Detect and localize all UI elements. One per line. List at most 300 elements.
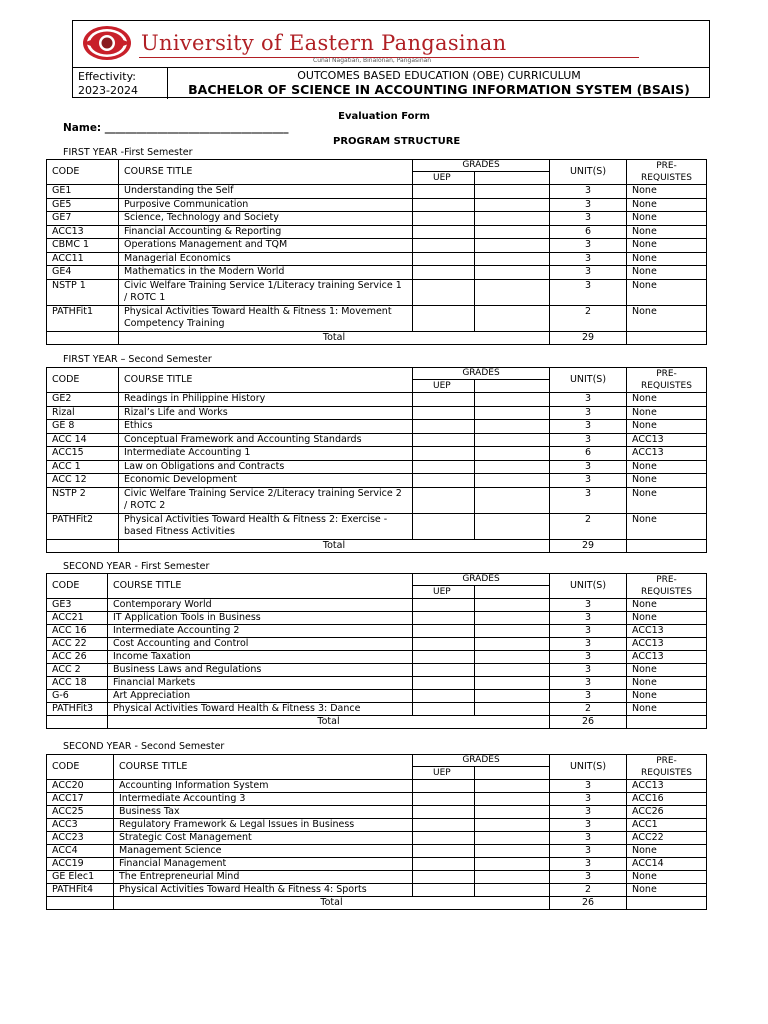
course-prerequisite: ACC13 [627, 651, 707, 664]
grade-cell[interactable] [475, 420, 550, 434]
grade-cell[interactable] [475, 433, 550, 447]
course-title: Civic Welfare Training Service 1/Literacy training Service 1 / ROTC 1 [119, 279, 413, 305]
grade-uep-cell[interactable] [413, 239, 475, 253]
course-code: ACC17 [47, 793, 114, 806]
grade-uep-cell[interactable] [413, 599, 475, 612]
grade-cell[interactable] [475, 599, 550, 612]
grade-uep-cell[interactable] [413, 225, 475, 239]
total-row [47, 331, 707, 344]
course-prerequisite: None [627, 212, 707, 226]
grade-uep-cell[interactable] [413, 793, 475, 806]
table-row [47, 239, 707, 253]
semester-title: SECOND YEAR - First Semester [63, 561, 210, 572]
course-prerequisite: None [627, 225, 707, 239]
col-title-header: COURSE TITLE [108, 574, 413, 599]
grade-cell[interactable] [475, 305, 550, 331]
course-units: 3 [550, 612, 627, 625]
grade-uep-cell[interactable] [413, 690, 475, 703]
course-table [46, 754, 707, 910]
course-title: Rizal’s Life and Works [119, 406, 413, 420]
course-code: G-6 [47, 690, 108, 703]
course-code: GE2 [47, 393, 119, 407]
course-code: ACC 14 [47, 433, 119, 447]
total-units: 26 [550, 716, 627, 729]
course-prerequisite: None [627, 305, 707, 331]
course-code: GE Elec1 [47, 871, 114, 884]
course-title: Art Appreciation [108, 690, 413, 703]
col-prereq-header [627, 755, 707, 780]
grade-cell[interactable] [475, 393, 550, 407]
col-title-header: COURSE TITLE [114, 755, 413, 780]
course-code: ACC21 [47, 612, 108, 625]
course-units: 3 [550, 845, 627, 858]
course-code: ACC 22 [47, 638, 108, 651]
course-prerequisite: None [627, 884, 707, 897]
course-title: Physical Activities Toward Health & Fitness 1: Movement Competency Training [119, 305, 413, 331]
course-units: 3 [550, 198, 627, 212]
grade-uep-cell[interactable] [413, 677, 475, 690]
course-code: ACC 26 [47, 651, 108, 664]
total-label: Total [108, 716, 550, 729]
grade-cell[interactable] [475, 239, 550, 253]
course-code: PATHFit4 [47, 884, 114, 897]
course-prerequisite: None [627, 266, 707, 280]
course-title: Income Taxation [108, 651, 413, 664]
grade-uep-cell[interactable] [413, 266, 475, 280]
course-code: ACC15 [47, 447, 119, 461]
col-prereq-line1: PRE- [656, 161, 677, 171]
course-title: The Entrepreneurial Mind [114, 871, 413, 884]
col-units-header: UNIT(S) [550, 160, 627, 185]
course-prerequisite: ACC22 [627, 832, 707, 845]
grade-uep-cell[interactable] [413, 185, 475, 199]
grade-uep-cell[interactable] [413, 806, 475, 819]
course-prerequisite: None [627, 487, 707, 513]
course-units: 3 [550, 832, 627, 845]
course-title: Purposive Communication [119, 198, 413, 212]
grade-cell[interactable] [475, 225, 550, 239]
course-units: 3 [550, 793, 627, 806]
col-prereq-header [627, 368, 707, 393]
course-prerequisite: None [627, 612, 707, 625]
grade-uep-cell[interactable] [413, 198, 475, 212]
course-prerequisite: ACC14 [627, 858, 707, 871]
col-prereq-header [627, 574, 707, 599]
grade-uep-cell[interactable] [413, 884, 475, 897]
total-label: Total [119, 539, 550, 552]
grade-uep-cell[interactable] [413, 433, 475, 447]
course-units: 3 [550, 858, 627, 871]
course-code: NSTP 1 [47, 279, 119, 305]
grade-cell[interactable] [475, 252, 550, 266]
grade-cell[interactable] [475, 651, 550, 664]
grade-cell[interactable] [475, 871, 550, 884]
total-empty-cell [47, 716, 108, 729]
col-code-header: CODE [47, 755, 114, 780]
course-code: CBMC 1 [47, 239, 119, 253]
total-units: 29 [550, 331, 627, 344]
grade-uep-cell[interactable] [413, 487, 475, 513]
grade-empty-header [475, 767, 550, 780]
grade-uep-cell[interactable] [413, 819, 475, 832]
effectivity-label: Effectivity: [78, 70, 137, 83]
col-grades-header: GRADES [413, 755, 550, 767]
course-units: 3 [550, 625, 627, 638]
grade-uep-cell[interactable] [413, 871, 475, 884]
course-units: 2 [550, 703, 627, 716]
course-code: GE 8 [47, 420, 119, 434]
grade-empty-header [475, 586, 550, 599]
total-label: Total [119, 331, 550, 344]
course-title: IT Application Tools in Business [108, 612, 413, 625]
table-row [47, 212, 707, 226]
table-row [47, 819, 707, 832]
course-units: 3 [550, 677, 627, 690]
course-table [46, 573, 707, 729]
course-prerequisite: None [627, 252, 707, 266]
table-row [47, 460, 707, 474]
grade-cell[interactable] [475, 703, 550, 716]
col-uep-header: UEP [413, 586, 475, 599]
col-prereq-line1: PRE- [656, 369, 677, 379]
col-uep-header: UEP [413, 380, 475, 393]
col-uep-header: UEP [413, 172, 475, 185]
document-header [72, 20, 710, 98]
course-code: ACC23 [47, 832, 114, 845]
grade-uep-cell[interactable] [413, 420, 475, 434]
grade-cell[interactable] [475, 447, 550, 461]
semester-title: SECOND YEAR - Second Semester [63, 741, 225, 752]
course-units: 3 [550, 460, 627, 474]
course-prerequisite: ACC13 [627, 780, 707, 793]
course-code: ACC11 [47, 252, 119, 266]
grade-uep-cell[interactable] [413, 845, 475, 858]
grade-cell[interactable] [475, 487, 550, 513]
grade-cell[interactable] [475, 185, 550, 199]
course-prerequisite: ACC13 [627, 447, 707, 461]
col-prereq-line2: REQUISTES [641, 768, 692, 778]
course-code: ACC13 [47, 225, 119, 239]
grade-cell[interactable] [475, 677, 550, 690]
course-units: 3 [550, 185, 627, 199]
grade-uep-cell[interactable] [413, 406, 475, 420]
table-row [47, 198, 707, 212]
table-row [47, 612, 707, 625]
course-code: ACC4 [47, 845, 114, 858]
total-row [47, 897, 707, 910]
grade-cell[interactable] [475, 612, 550, 625]
course-units: 2 [550, 305, 627, 331]
col-code-header: CODE [47, 368, 119, 393]
course-title: Management Science [114, 845, 413, 858]
table-row [47, 858, 707, 871]
course-title: Understanding the Self [119, 185, 413, 199]
col-units-header: UNIT(S) [550, 755, 627, 780]
course-title: Readings in Philippine History [119, 393, 413, 407]
total-units: 26 [550, 897, 627, 910]
course-title: Intermediate Accounting 3 [114, 793, 413, 806]
curriculum-title: OUTCOMES BASED EDUCATION (OBE) CURRICULUM [297, 69, 581, 82]
table-row [47, 513, 707, 539]
course-code: GE3 [47, 599, 108, 612]
grade-uep-cell[interactable] [413, 252, 475, 266]
table-row [47, 266, 707, 280]
course-units: 3 [550, 252, 627, 266]
course-code: NSTP 2 [47, 487, 119, 513]
course-prerequisite: None [627, 677, 707, 690]
course-units: 3 [550, 651, 627, 664]
grade-uep-cell[interactable] [413, 279, 475, 305]
course-prerequisite: None [627, 474, 707, 488]
course-code: ACC 1 [47, 460, 119, 474]
course-prerequisite: None [627, 664, 707, 677]
table-row [47, 871, 707, 884]
grade-uep-cell[interactable] [413, 638, 475, 651]
header-info-row [73, 67, 709, 99]
course-units: 3 [550, 212, 627, 226]
table-row [47, 625, 707, 638]
col-grades-header: GRADES [413, 160, 550, 172]
course-code: ACC 16 [47, 625, 108, 638]
course-units: 3 [550, 806, 627, 819]
course-units: 3 [550, 266, 627, 280]
semester-title: FIRST YEAR – Second Semester [63, 354, 212, 365]
effectivity-year: 2023-2024 [78, 84, 138, 97]
grade-uep-cell[interactable] [413, 651, 475, 664]
course-prerequisite: None [627, 420, 707, 434]
grade-uep-cell[interactable] [413, 703, 475, 716]
course-units: 3 [550, 279, 627, 305]
grade-cell[interactable] [475, 819, 550, 832]
course-code: ACC 2 [47, 664, 108, 677]
course-prerequisite: None [627, 599, 707, 612]
col-grades-header: GRADES [413, 574, 550, 586]
course-units: 3 [550, 474, 627, 488]
university-seal-icon [81, 23, 133, 63]
course-units: 3 [550, 406, 627, 420]
col-prereq-line2: REQUISTES [641, 587, 692, 597]
table-row [47, 806, 707, 819]
course-title: Ethics [119, 420, 413, 434]
course-units: 2 [550, 884, 627, 897]
table-row [47, 832, 707, 845]
course-prerequisite: None [627, 393, 707, 407]
table-row [47, 690, 707, 703]
grade-empty-header [475, 380, 550, 393]
course-code: Rizal [47, 406, 119, 420]
total-prereq-empty [627, 716, 707, 729]
col-uep-header: UEP [413, 767, 475, 780]
course-prerequisite: None [627, 279, 707, 305]
university-address: Cuñal Nagatian, Binalonan, Pangasinan [313, 57, 432, 64]
course-prerequisite: None [627, 690, 707, 703]
total-prereq-empty [627, 897, 707, 910]
grade-uep-cell[interactable] [413, 832, 475, 845]
program-structure-label: PROGRAM STRUCTURE [333, 136, 461, 147]
col-prereq-line2: REQUISTES [641, 381, 692, 391]
grade-cell[interactable] [475, 664, 550, 677]
course-prerequisite: ACC1 [627, 819, 707, 832]
course-units: 3 [550, 393, 627, 407]
course-code: GE5 [47, 198, 119, 212]
table-row [47, 393, 707, 407]
course-code: GE4 [47, 266, 119, 280]
total-label: Total [114, 897, 550, 910]
grade-cell[interactable] [475, 198, 550, 212]
course-units: 6 [550, 447, 627, 461]
course-code: PATHFit2 [47, 513, 119, 539]
course-title: Regulatory Framework & Legal Issues in Business [114, 819, 413, 832]
grade-uep-cell[interactable] [413, 212, 475, 226]
course-table [46, 367, 707, 553]
course-units: 3 [550, 690, 627, 703]
course-title: Financial Accounting & Reporting [119, 225, 413, 239]
course-title: Conceptual Framework and Accounting Standards [119, 433, 413, 447]
table-row [47, 599, 707, 612]
course-units: 3 [550, 638, 627, 651]
table-row [47, 780, 707, 793]
course-table [46, 159, 707, 345]
grade-cell[interactable] [475, 638, 550, 651]
course-title: Science, Technology and Society [119, 212, 413, 226]
course-units: 3 [550, 780, 627, 793]
col-prereq-line1: PRE- [656, 575, 677, 585]
total-empty-cell [47, 897, 114, 910]
table-row [47, 664, 707, 677]
col-units-header: UNIT(S) [550, 368, 627, 393]
grade-cell[interactable] [475, 212, 550, 226]
grade-cell[interactable] [475, 806, 550, 819]
table-row [47, 406, 707, 420]
total-prereq-empty [627, 539, 707, 552]
table-row [47, 487, 707, 513]
grade-cell[interactable] [475, 690, 550, 703]
course-prerequisite: None [627, 845, 707, 858]
course-prerequisite: ACC13 [627, 638, 707, 651]
table-row [47, 474, 707, 488]
course-units: 3 [550, 819, 627, 832]
col-title-header: COURSE TITLE [119, 160, 413, 185]
course-title: Financial Markets [108, 677, 413, 690]
grade-uep-cell[interactable] [413, 393, 475, 407]
table-row [47, 447, 707, 461]
course-title: Business Tax [114, 806, 413, 819]
total-units: 29 [550, 539, 627, 552]
course-title: Physical Activities Toward Health & Fitness 3: Dance [108, 703, 413, 716]
col-title-header: COURSE TITLE [119, 368, 413, 393]
table-row [47, 252, 707, 266]
grade-cell[interactable] [475, 513, 550, 539]
course-prerequisite: None [627, 198, 707, 212]
table-row [47, 845, 707, 858]
course-title: Mathematics in the Modern World [119, 266, 413, 280]
university-name: University of Eastern Pangasinan [141, 31, 507, 55]
course-title: Physical Activities Toward Health & Fitness 4: Sports [114, 884, 413, 897]
total-row [47, 716, 707, 729]
total-prereq-empty [627, 331, 707, 344]
table-row [47, 884, 707, 897]
table-row [47, 793, 707, 806]
grade-uep-cell[interactable] [413, 305, 475, 331]
col-prereq-header [627, 160, 707, 185]
total-empty-cell [47, 331, 119, 344]
grade-uep-cell[interactable] [413, 858, 475, 871]
grade-cell[interactable] [475, 832, 550, 845]
course-code: ACC3 [47, 819, 114, 832]
form-title: Evaluation Form [338, 111, 430, 122]
grade-uep-cell[interactable] [413, 460, 475, 474]
grade-uep-cell[interactable] [413, 664, 475, 677]
semester-title: FIRST YEAR -First Semester [63, 147, 193, 158]
course-title: Intermediate Accounting 1 [119, 447, 413, 461]
name-field[interactable]: Name: ___________________________________ [63, 122, 289, 134]
table-row [47, 305, 707, 331]
course-prerequisite: None [627, 871, 707, 884]
course-title: Contemporary World [108, 599, 413, 612]
table-row [47, 185, 707, 199]
course-prerequisite: ACC26 [627, 806, 707, 819]
grade-cell[interactable] [475, 884, 550, 897]
col-prereq-line1: PRE- [656, 756, 677, 766]
effectivity-cell [73, 68, 168, 99]
course-prerequisite: None [627, 513, 707, 539]
course-prerequisite: ACC13 [627, 625, 707, 638]
grade-uep-cell[interactable] [413, 612, 475, 625]
grade-cell[interactable] [475, 279, 550, 305]
col-code-header: CODE [47, 574, 108, 599]
grade-uep-cell[interactable] [413, 625, 475, 638]
course-title: Financial Management [114, 858, 413, 871]
grade-cell[interactable] [475, 858, 550, 871]
course-units: 3 [550, 487, 627, 513]
grade-uep-cell[interactable] [413, 513, 475, 539]
course-title: Operations Management and TQM [119, 239, 413, 253]
course-code: ACC19 [47, 858, 114, 871]
course-code: PATHFit1 [47, 305, 119, 331]
grade-uep-cell[interactable] [413, 447, 475, 461]
col-grades-header: GRADES [413, 368, 550, 380]
table-row [47, 677, 707, 690]
course-title: Business Laws and Regulations [108, 664, 413, 677]
grade-cell[interactable] [475, 474, 550, 488]
grade-cell[interactable] [475, 266, 550, 280]
table-row [47, 638, 707, 651]
table-row [47, 225, 707, 239]
course-title: Strategic Cost Management [114, 832, 413, 845]
grade-cell[interactable] [475, 845, 550, 858]
course-prerequisite: None [627, 406, 707, 420]
table-row [47, 420, 707, 434]
grade-cell[interactable] [475, 625, 550, 638]
total-empty-cell [47, 539, 119, 552]
course-title: Cost Accounting and Control [108, 638, 413, 651]
program-title: BACHELOR OF SCIENCE IN ACCOUNTING INFORMATION SYSTEM (BSAIS) [188, 82, 690, 97]
grade-uep-cell[interactable] [413, 780, 475, 793]
col-code-header: CODE [47, 160, 119, 185]
table-row [47, 279, 707, 305]
grade-cell[interactable] [475, 793, 550, 806]
course-units: 3 [550, 420, 627, 434]
grade-cell[interactable] [475, 780, 550, 793]
course-code: ACC25 [47, 806, 114, 819]
grade-cell[interactable] [475, 460, 550, 474]
col-units-header: UNIT(S) [550, 574, 627, 599]
grade-uep-cell[interactable] [413, 474, 475, 488]
course-title: Managerial Economics [119, 252, 413, 266]
course-units: 3 [550, 871, 627, 884]
course-title: Law on Obligations and Contracts [119, 460, 413, 474]
grade-cell[interactable] [475, 406, 550, 420]
